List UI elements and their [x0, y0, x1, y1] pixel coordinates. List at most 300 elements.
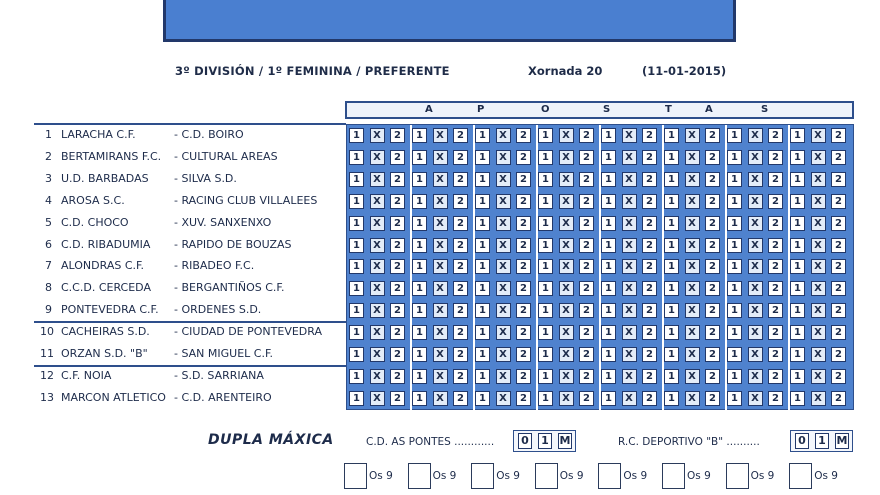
bet-cell[interactable]: X [685, 128, 700, 143]
bet-cell[interactable]: X [811, 391, 826, 406]
bet-cell[interactable]: 1 [412, 259, 427, 274]
bet-cell[interactable]: 1 [349, 238, 364, 253]
bet-cell[interactable]: X [685, 194, 700, 209]
bet-cell[interactable]: X [685, 238, 700, 253]
bet-cell[interactable]: 2 [390, 172, 405, 187]
bet-cell[interactable]: 1 [601, 216, 616, 231]
bet-cell[interactable]: 2 [579, 259, 594, 274]
bet-cell[interactable]: 2 [453, 303, 468, 318]
bet-cell[interactable]: 1 [790, 128, 805, 143]
bet-cell[interactable]: X [559, 216, 574, 231]
bet-cell[interactable]: 1 [538, 281, 553, 296]
bet-cell[interactable]: 2 [453, 391, 468, 406]
bet-cell[interactable]: X [559, 391, 574, 406]
bet-cell[interactable]: X [370, 281, 385, 296]
bet-cell[interactable]: 2 [516, 325, 531, 340]
bet-cell[interactable]: X [559, 128, 574, 143]
bet-cell[interactable]: 2 [390, 238, 405, 253]
bet-cell[interactable]: 2 [768, 303, 783, 318]
bet-cell[interactable]: 2 [768, 194, 783, 209]
bet-cell[interactable]: 1 [727, 369, 742, 384]
bet-cell[interactable]: 2 [642, 369, 657, 384]
bet-cell[interactable]: X [559, 194, 574, 209]
bet-cell[interactable]: X [370, 369, 385, 384]
bet-cell[interactable]: 1 [727, 281, 742, 296]
bet-cell[interactable]: 2 [705, 128, 720, 143]
bet-cell[interactable]: 1 [412, 347, 427, 362]
bet-cell[interactable]: X [622, 281, 637, 296]
bet-cell[interactable]: X [811, 259, 826, 274]
bet-cell[interactable]: 1 [601, 194, 616, 209]
bet-cell[interactable]: X [811, 347, 826, 362]
bet-cell[interactable]: 1 [349, 303, 364, 318]
bet-cell[interactable]: X [370, 391, 385, 406]
bet-cell[interactable]: X [496, 150, 511, 165]
bet-cell[interactable]: 1 [538, 172, 553, 187]
bet-cell[interactable]: 1 [727, 325, 742, 340]
bet-cell[interactable]: 1 [412, 172, 427, 187]
bet-cell[interactable]: 2 [516, 172, 531, 187]
bet-cell[interactable]: 2 [516, 150, 531, 165]
bet-cell[interactable]: X [496, 216, 511, 231]
bet-cell[interactable]: 1 [664, 259, 679, 274]
bet-cell[interactable]: 2 [642, 238, 657, 253]
bet-cell[interactable]: 2 [579, 325, 594, 340]
bet-cell[interactable]: 2 [705, 259, 720, 274]
bet-cell[interactable]: X [370, 303, 385, 318]
bet-cell[interactable]: 1 [349, 369, 364, 384]
bet-cell[interactable]: 1 [538, 128, 553, 143]
bet-cell[interactable]: 2 [579, 303, 594, 318]
bet-cell[interactable]: 2 [768, 216, 783, 231]
bet-cell[interactable]: 2 [516, 238, 531, 253]
bet-cell[interactable]: 1 [727, 150, 742, 165]
bet-cell[interactable]: 2 [831, 391, 846, 406]
bet-cell[interactable]: X [685, 172, 700, 187]
bet-cell[interactable]: X [748, 238, 763, 253]
bet-cell[interactable]: 1 [664, 347, 679, 362]
dupla-option-1[interactable]: 1 [815, 433, 829, 449]
bet-cell[interactable]: 1 [349, 325, 364, 340]
bet-cell[interactable]: X [811, 216, 826, 231]
bet-cell[interactable]: X [811, 325, 826, 340]
bet-cell[interactable]: X [622, 391, 637, 406]
bet-cell[interactable]: X [496, 281, 511, 296]
bet-cell[interactable]: 2 [705, 325, 720, 340]
os9-checkbox[interactable] [344, 463, 367, 489]
bet-cell[interactable]: 2 [579, 172, 594, 187]
bet-cell[interactable]: X [685, 259, 700, 274]
bet-cell[interactable]: 2 [831, 347, 846, 362]
bet-cell[interactable]: 1 [538, 259, 553, 274]
bet-cell[interactable]: 1 [727, 238, 742, 253]
dupla-option-m[interactable]: M [836, 434, 848, 447]
bet-cell[interactable]: 2 [390, 259, 405, 274]
bet-cell[interactable]: 2 [516, 369, 531, 384]
bet-cell[interactable]: 2 [831, 281, 846, 296]
bet-cell[interactable]: X [433, 150, 448, 165]
bet-cell[interactable]: 1 [349, 347, 364, 362]
bet-cell[interactable]: 1 [412, 150, 427, 165]
bet-cell[interactable]: 2 [390, 150, 405, 165]
bet-cell[interactable]: X [748, 347, 763, 362]
bet-cell[interactable]: X [370, 259, 385, 274]
bet-cell[interactable]: 1 [349, 391, 364, 406]
bet-cell[interactable]: 2 [453, 238, 468, 253]
bet-cell[interactable]: X [811, 172, 826, 187]
bet-cell[interactable]: X [748, 325, 763, 340]
bet-cell[interactable]: 1 [601, 369, 616, 384]
bet-cell[interactable]: 1 [349, 281, 364, 296]
bet-cell[interactable]: 2 [453, 259, 468, 274]
bet-cell[interactable]: 2 [453, 194, 468, 209]
bet-cell[interactable]: X [622, 347, 637, 362]
bet-cell[interactable]: 1 [601, 347, 616, 362]
bet-cell[interactable]: 1 [412, 194, 427, 209]
bet-cell[interactable]: 1 [538, 194, 553, 209]
bet-cell[interactable]: 2 [516, 128, 531, 143]
bet-cell[interactable]: 1 [601, 128, 616, 143]
bet-cell[interactable]: 1 [601, 303, 616, 318]
bet-cell[interactable]: X [685, 150, 700, 165]
os9-checkbox[interactable] [408, 463, 431, 489]
bet-cell[interactable]: 1 [790, 281, 805, 296]
bet-cell[interactable]: 2 [516, 216, 531, 231]
bet-cell[interactable]: X [748, 259, 763, 274]
bet-cell[interactable]: 1 [412, 128, 427, 143]
bet-cell[interactable]: X [433, 281, 448, 296]
bet-cell[interactable]: X [370, 347, 385, 362]
bet-cell[interactable]: 2 [831, 303, 846, 318]
bet-cell[interactable]: 1 [349, 172, 364, 187]
bet-cell[interactable]: 2 [642, 194, 657, 209]
bet-cell[interactable]: 1 [538, 238, 553, 253]
bet-cell[interactable]: 2 [831, 150, 846, 165]
bet-cell[interactable]: X [433, 216, 448, 231]
bet-cell[interactable]: 1 [475, 150, 490, 165]
bet-cell[interactable]: X [811, 238, 826, 253]
bet-cell[interactable]: X [685, 369, 700, 384]
bet-cell[interactable]: X [433, 238, 448, 253]
os9-checkbox[interactable] [662, 463, 685, 489]
bet-cell[interactable]: 2 [831, 216, 846, 231]
bet-cell[interactable]: 1 [475, 369, 490, 384]
bet-cell[interactable]: X [748, 216, 763, 231]
bet-cell[interactable]: 2 [390, 325, 405, 340]
bet-cell[interactable]: X [370, 194, 385, 209]
bet-cell[interactable]: 2 [642, 172, 657, 187]
bet-cell[interactable]: 1 [727, 347, 742, 362]
bet-cell[interactable]: X [748, 369, 763, 384]
bet-cell[interactable]: 2 [516, 259, 531, 274]
bet-cell[interactable]: 2 [705, 391, 720, 406]
bet-cell[interactable]: X [496, 325, 511, 340]
bet-cell[interactable]: 2 [642, 391, 657, 406]
bet-cell[interactable]: 2 [579, 216, 594, 231]
bet-cell[interactable]: X [433, 128, 448, 143]
bet-cell[interactable]: 1 [475, 238, 490, 253]
bet-cell[interactable]: 2 [579, 347, 594, 362]
bet-cell[interactable]: 2 [642, 259, 657, 274]
os9-checkbox[interactable] [789, 463, 812, 489]
bet-cell[interactable]: 2 [579, 391, 594, 406]
bet-cell[interactable]: 1 [790, 194, 805, 209]
bet-cell[interactable]: 1 [664, 150, 679, 165]
bet-cell[interactable]: 2 [768, 150, 783, 165]
bet-cell[interactable]: X [748, 303, 763, 318]
bet-cell[interactable]: 2 [705, 150, 720, 165]
bet-cell[interactable]: 2 [831, 128, 846, 143]
bet-cell[interactable]: 2 [516, 194, 531, 209]
bet-cell[interactable]: 1 [664, 216, 679, 231]
bet-cell[interactable]: X [622, 172, 637, 187]
bet-cell[interactable]: X [748, 128, 763, 143]
bet-cell[interactable]: X [748, 194, 763, 209]
bet-cell[interactable]: X [433, 391, 448, 406]
bet-cell[interactable]: X [685, 325, 700, 340]
bet-cell[interactable]: 1 [538, 369, 553, 384]
bet-cell[interactable]: X [433, 259, 448, 274]
bet-cell[interactable]: 1 [664, 238, 679, 253]
bet-cell[interactable]: 1 [664, 391, 679, 406]
bet-cell[interactable]: X [496, 391, 511, 406]
bet-cell[interactable]: X [433, 369, 448, 384]
bet-cell[interactable]: 1 [412, 303, 427, 318]
bet-cell[interactable]: X [433, 325, 448, 340]
bet-cell[interactable]: X [370, 172, 385, 187]
bet-cell[interactable]: 1 [664, 194, 679, 209]
bet-cell[interactable]: 1 [790, 391, 805, 406]
bet-cell[interactable]: 1 [727, 194, 742, 209]
bet-cell[interactable]: 1 [538, 216, 553, 231]
bet-cell[interactable]: 1 [412, 391, 427, 406]
bet-cell[interactable]: 1 [538, 303, 553, 318]
bet-cell[interactable]: X [622, 150, 637, 165]
bet-cell[interactable]: X [559, 150, 574, 165]
bet-cell[interactable]: 1 [790, 347, 805, 362]
bet-cell[interactable]: 2 [705, 369, 720, 384]
bet-cell[interactable]: 2 [768, 391, 783, 406]
bet-cell[interactable]: 1 [475, 259, 490, 274]
bet-cell[interactable]: 2 [768, 369, 783, 384]
bet-cell[interactable]: X [622, 216, 637, 231]
bet-cell[interactable]: X [496, 303, 511, 318]
bet-cell[interactable]: 1 [475, 281, 490, 296]
dupla-option-0[interactable]: 0 [518, 433, 532, 449]
bet-cell[interactable]: X [433, 194, 448, 209]
bet-cell[interactable]: 2 [390, 281, 405, 296]
bet-cell[interactable]: 2 [642, 281, 657, 296]
bet-cell[interactable]: X [433, 347, 448, 362]
bet-cell[interactable]: 2 [516, 391, 531, 406]
bet-cell[interactable]: 1 [475, 194, 490, 209]
bet-cell[interactable]: X [685, 303, 700, 318]
bet-cell[interactable]: 2 [831, 194, 846, 209]
bet-cell[interactable]: 2 [831, 172, 846, 187]
bet-cell[interactable]: 2 [453, 216, 468, 231]
bet-cell[interactable]: X [622, 259, 637, 274]
bet-cell[interactable]: 1 [475, 303, 490, 318]
bet-cell[interactable]: 2 [579, 238, 594, 253]
bet-cell[interactable]: 2 [768, 325, 783, 340]
bet-cell[interactable]: X [748, 172, 763, 187]
bet-cell[interactable]: 1 [475, 128, 490, 143]
bet-cell[interactable]: 1 [664, 303, 679, 318]
bet-cell[interactable]: 2 [705, 172, 720, 187]
bet-cell[interactable]: 2 [642, 303, 657, 318]
bet-cell[interactable]: 2 [705, 347, 720, 362]
bet-cell[interactable]: X [559, 259, 574, 274]
bet-cell[interactable]: 1 [727, 216, 742, 231]
bet-cell[interactable]: 1 [790, 216, 805, 231]
bet-cell[interactable]: X [622, 325, 637, 340]
bet-cell[interactable]: X [685, 281, 700, 296]
bet-cell[interactable]: X [496, 172, 511, 187]
bet-cell[interactable]: X [622, 238, 637, 253]
bet-cell[interactable]: 2 [390, 194, 405, 209]
bet-cell[interactable]: 2 [453, 172, 468, 187]
bet-cell[interactable]: 2 [642, 150, 657, 165]
bet-cell[interactable]: X [748, 281, 763, 296]
bet-cell[interactable]: 2 [642, 216, 657, 231]
bet-cell[interactable]: X [559, 369, 574, 384]
bet-cell[interactable]: 1 [664, 369, 679, 384]
bet-cell[interactable]: 1 [601, 238, 616, 253]
bet-cell[interactable]: X [496, 369, 511, 384]
bet-cell[interactable]: 2 [642, 325, 657, 340]
bet-cell[interactable]: X [685, 347, 700, 362]
bet-cell[interactable]: 1 [601, 150, 616, 165]
bet-cell[interactable]: 1 [790, 259, 805, 274]
bet-cell[interactable]: 2 [768, 172, 783, 187]
bet-cell[interactable]: 2 [642, 347, 657, 362]
bet-cell[interactable]: 2 [453, 128, 468, 143]
bet-cell[interactable]: 1 [790, 172, 805, 187]
bet-cell[interactable]: 1 [601, 259, 616, 274]
os9-checkbox[interactable] [535, 463, 558, 489]
os9-checkbox[interactable] [598, 463, 621, 489]
bet-cell[interactable]: 1 [349, 216, 364, 231]
bet-cell[interactable]: 2 [831, 369, 846, 384]
bet-cell[interactable]: 1 [475, 391, 490, 406]
bet-cell[interactable]: 2 [453, 281, 468, 296]
bet-cell[interactable]: 1 [349, 128, 364, 143]
bet-cell[interactable]: 1 [664, 128, 679, 143]
bet-cell[interactable]: X [370, 325, 385, 340]
bet-cell[interactable]: 2 [579, 150, 594, 165]
dupla-option-1[interactable]: 1 [538, 433, 552, 449]
bet-cell[interactable]: 1 [601, 281, 616, 296]
bet-cell[interactable]: 1 [538, 347, 553, 362]
bet-cell[interactable]: 2 [390, 369, 405, 384]
bet-cell[interactable]: 1 [727, 259, 742, 274]
bet-cell[interactable]: 1 [412, 325, 427, 340]
bet-cell[interactable]: 2 [705, 238, 720, 253]
bet-cell[interactable]: 2 [453, 347, 468, 362]
bet-cell[interactable]: X [370, 238, 385, 253]
dupla-option-0[interactable]: 0 [795, 433, 809, 449]
bet-cell[interactable]: 2 [831, 325, 846, 340]
bet-cell[interactable]: X [811, 303, 826, 318]
bet-cell[interactable]: 2 [453, 325, 468, 340]
bet-cell[interactable]: 2 [390, 391, 405, 406]
bet-cell[interactable]: X [622, 369, 637, 384]
bet-cell[interactable]: 1 [790, 238, 805, 253]
bet-cell[interactable]: X [559, 325, 574, 340]
bet-cell[interactable]: 2 [390, 128, 405, 143]
bet-cell[interactable]: 1 [790, 369, 805, 384]
bet-cell[interactable]: X [685, 216, 700, 231]
bet-cell[interactable]: 1 [727, 391, 742, 406]
bet-cell[interactable]: 1 [727, 303, 742, 318]
bet-cell[interactable]: 1 [412, 369, 427, 384]
bet-cell[interactable]: X [559, 303, 574, 318]
bet-cell[interactable]: 1 [349, 194, 364, 209]
bet-cell[interactable]: 1 [538, 150, 553, 165]
bet-cell[interactable]: 1 [475, 347, 490, 362]
bet-cell[interactable]: 1 [475, 216, 490, 231]
bet-cell[interactable]: 1 [601, 172, 616, 187]
bet-cell[interactable]: 2 [768, 259, 783, 274]
bet-cell[interactable]: 1 [790, 150, 805, 165]
bet-cell[interactable]: X [748, 150, 763, 165]
bet-cell[interactable]: 2 [579, 128, 594, 143]
bet-cell[interactable]: 2 [390, 216, 405, 231]
bet-cell[interactable]: 1 [538, 325, 553, 340]
dupla-option-m[interactable]: M [559, 434, 571, 447]
bet-cell[interactable]: X [370, 216, 385, 231]
bet-cell[interactable]: 1 [475, 325, 490, 340]
bet-cell[interactable]: 2 [768, 128, 783, 143]
bet-cell[interactable]: X [811, 128, 826, 143]
bet-cell[interactable]: 2 [579, 369, 594, 384]
bet-cell[interactable]: 1 [790, 303, 805, 318]
bet-cell[interactable]: 1 [412, 281, 427, 296]
bet-cell[interactable]: 2 [705, 281, 720, 296]
bet-cell[interactable]: 2 [768, 238, 783, 253]
bet-cell[interactable]: X [622, 128, 637, 143]
bet-cell[interactable]: 1 [412, 238, 427, 253]
bet-cell[interactable]: 2 [768, 281, 783, 296]
bet-cell[interactable]: X [811, 281, 826, 296]
bet-cell[interactable]: X [811, 150, 826, 165]
bet-cell[interactable]: X [559, 347, 574, 362]
bet-cell[interactable]: 1 [601, 391, 616, 406]
bet-cell[interactable]: 1 [664, 172, 679, 187]
bet-cell[interactable]: X [496, 259, 511, 274]
bet-cell[interactable]: 1 [727, 128, 742, 143]
bet-cell[interactable]: X [685, 391, 700, 406]
bet-cell[interactable]: X [622, 303, 637, 318]
bet-cell[interactable]: 1 [475, 172, 490, 187]
bet-cell[interactable]: X [748, 391, 763, 406]
bet-cell[interactable]: 1 [727, 172, 742, 187]
bet-cell[interactable]: X [559, 238, 574, 253]
bet-cell[interactable]: X [370, 128, 385, 143]
bet-cell[interactable]: 2 [705, 194, 720, 209]
bet-cell[interactable]: 1 [664, 281, 679, 296]
bet-cell[interactable]: 2 [453, 150, 468, 165]
bet-cell[interactable]: 2 [516, 303, 531, 318]
bet-cell[interactable]: X [559, 281, 574, 296]
bet-cell[interactable]: 2 [390, 347, 405, 362]
bet-cell[interactable]: 1 [664, 325, 679, 340]
bet-cell[interactable]: X [433, 303, 448, 318]
os9-checkbox[interactable] [726, 463, 749, 489]
bet-cell[interactable]: X [370, 150, 385, 165]
bet-cell[interactable]: 2 [831, 238, 846, 253]
bet-cell[interactable]: 1 [412, 216, 427, 231]
